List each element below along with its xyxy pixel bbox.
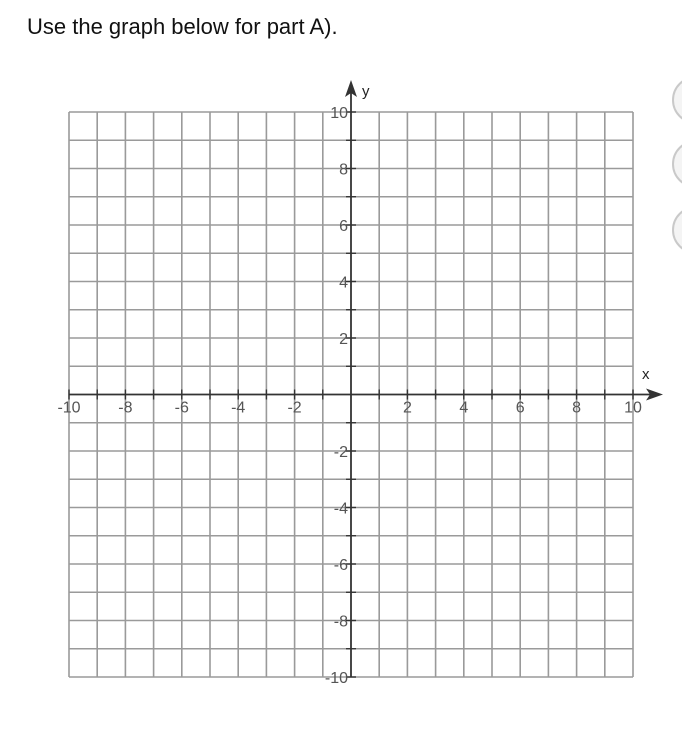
y-tick-label: -6 <box>333 557 348 574</box>
y-tick-label: -2 <box>333 444 348 461</box>
y-tick-label: 10 <box>330 105 348 122</box>
x-tick-label: -8 <box>118 399 133 417</box>
x-axis-label: x <box>642 366 650 383</box>
x-tick-label: -4 <box>231 399 246 417</box>
y-tick-label: 4 <box>339 274 348 292</box>
x-tick-label: -10 <box>57 399 81 417</box>
y-tick-label: -10 <box>324 670 348 687</box>
x-tick-label: 2 <box>402 399 412 417</box>
x-tick-label: -2 <box>287 399 302 417</box>
y-tick-label: 2 <box>339 331 348 348</box>
y-tick-label: -8 <box>333 613 348 631</box>
y-tick-label: 8 <box>339 161 348 179</box>
x-tick-label: 8 <box>572 399 582 417</box>
x-tick-label: -6 <box>174 399 189 417</box>
tick-labels <box>57 105 642 687</box>
y-axis-label: y <box>362 83 370 100</box>
x-tick-label: 10 <box>624 399 642 417</box>
x-tick-label: 4 <box>459 399 469 417</box>
instruction-text: Use the graph below for part A). <box>27 14 338 39</box>
x-tick-label: 6 <box>515 399 525 417</box>
y-tick-label: -4 <box>333 500 348 518</box>
axes <box>69 80 663 677</box>
y-tick-label: 6 <box>339 218 348 235</box>
